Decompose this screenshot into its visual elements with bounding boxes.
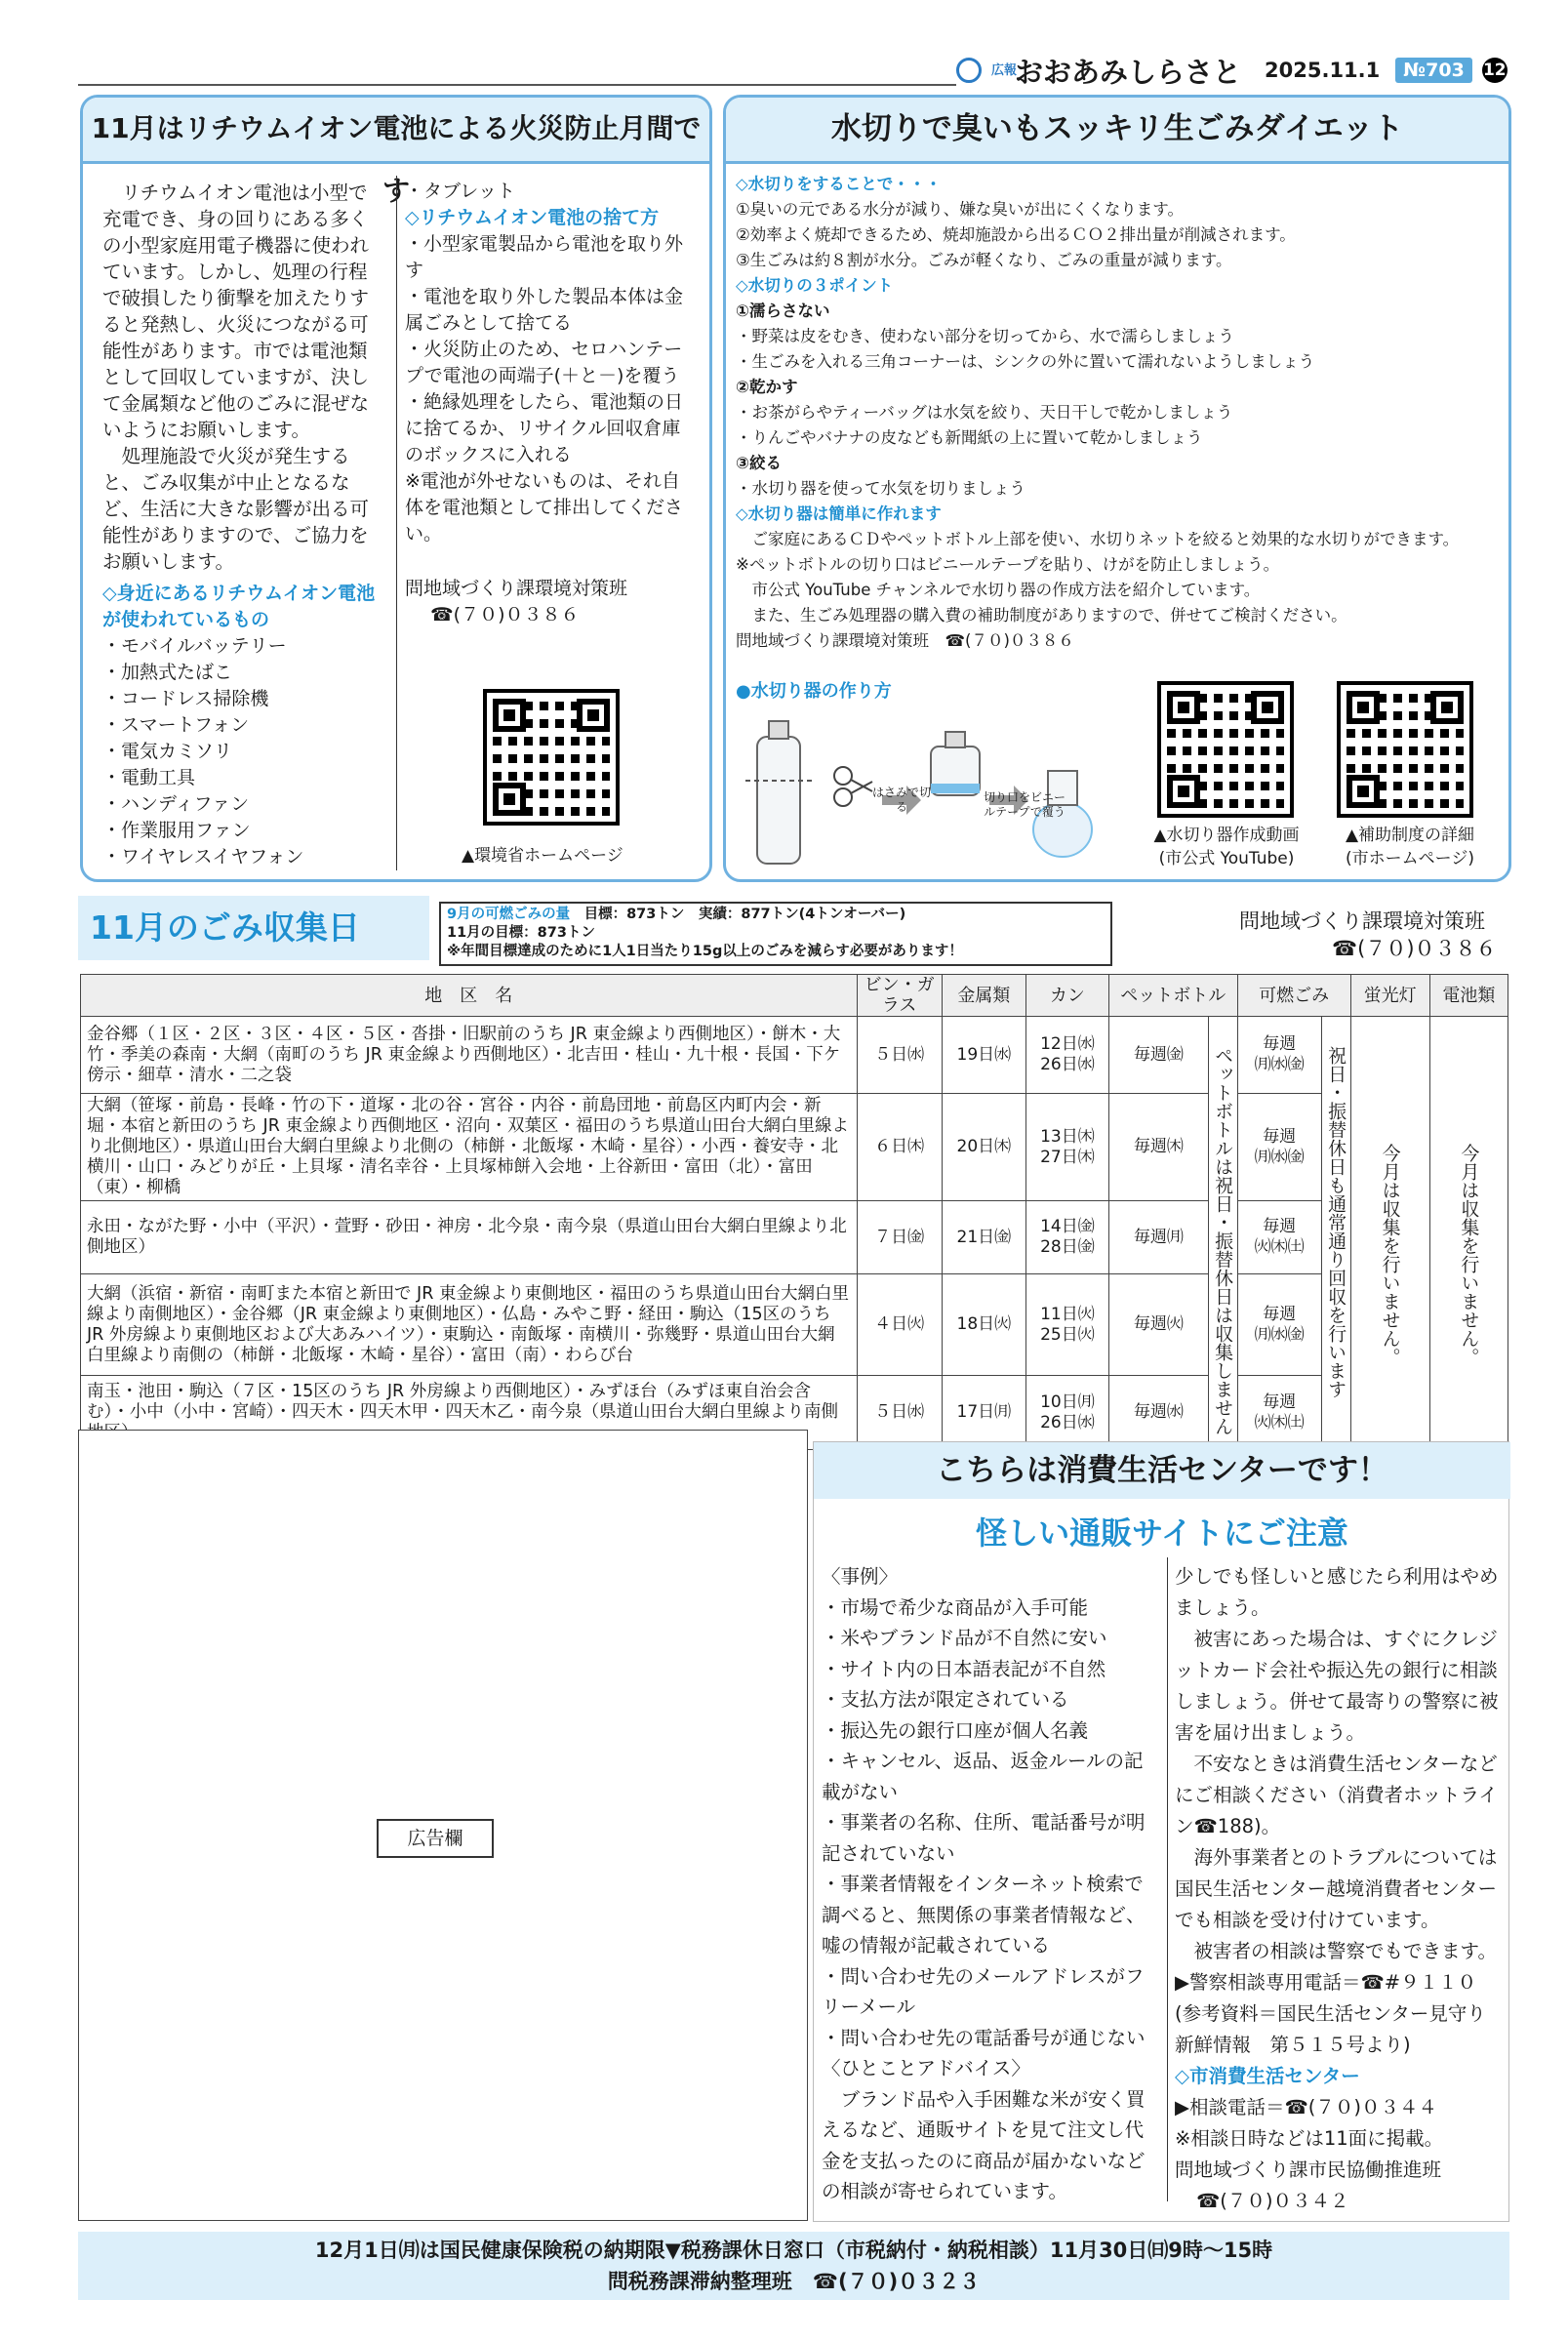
page-header: [956, 51, 1508, 90]
city-logo-icon: [956, 58, 982, 83]
step1-caption: はさみで切る: [871, 786, 931, 814]
battery-title: 11月はリチウムイオン電池による火災防止月間です: [83, 98, 709, 164]
schedule-title: 11月のごみ収集日: [78, 896, 429, 960]
consumer-panel: [813, 1441, 1509, 2222]
pr-label: 広報: [991, 62, 1018, 78]
table-row: 南玉・池田・駒込（７区・15区のうち JR 外房線より西側地区）・みずほ台（みずほ東自治会含む）・小中（小中・宮崎）・四天木・四天木甲・四天木乙・南今泉（県道山田台大網白里線より南側 ５日㈬ 17日㈪ 10日㈪ 26日㈬ 毎週㈬ 毎週 ㈫㈭㈯: [81, 1376, 1508, 1450]
battery-disposal-heading: ◇リチウムイオン電池の捨て方: [405, 207, 660, 228]
table-row: 大網（浜宿・新宿・南町また本宿と新田で JR 東金線より東側地区・福田のうち県道山田台大網白里線より南側地区）・金谷郷（JR 東金線より東側地区）・仏島・みやこ野・経田・駒込（15区のうち JR 外房線より東側地区および大あみハイツ）・東駒込・南飯塚・南横川・弥幾野・県道山田台大網白里線より南側の（柿餅・北飯塚・木崎・星谷）・富田（南）・わらび台 ４日㈫ 18日㈫ 11日㈫ 25日㈫ 毎週㈫ 毎週 ㈪㈬㈮: [81, 1274, 1508, 1376]
footer-line-1: 12月1日㈪は国民健康保険税の納期限▼税務課休日窓口（市税納付・納税相談）11月30日㈰9時～15時: [314, 2239, 1273, 2262]
table-row: 金谷郷（１区・２区・３区・４区・５区・沓掛・旧駅前のうち JR 東金線より西側地区）・餅木・大竹・季美の森南・大網（南町のうち JR 東金線より西側地区）・北吉田・桂山・九十根・長国・下ケ傍示・細草・清水・二之袋 ５日㈬ 19日㈬ 12日㈬ 26日㈬ 毎週㈮ ペットボトルは祝日・振替休日は収集しません 毎週 ㈪㈬㈮ 祝日・振替休日も通常通り回収を行います 今月は収集を行いません。 今月は収集を行いません。: [81, 1017, 1508, 1094]
step2-caption: 切り口をビニールテープで覆う: [983, 790, 1065, 819]
issue-number: №703: [1395, 58, 1472, 83]
youtube-qr[interactable]: [1157, 681, 1294, 818]
burn-holiday-note: 祝日・振替休日も通常通り回収を行います: [1325, 1046, 1347, 1398]
consumer-banner: こちらは消費生活センターです！: [814, 1442, 1510, 1499]
issue-date: 2025.11.1: [1265, 59, 1381, 82]
consumer-left-column: 〈事例〉 ・市場で希少な商品が入手可能 ・米やブランド品が不自然に安い ・サイト内の日本語表記が不自然 ・支払方法が限定されている ・振込先の銀行口座が個人名義 ・キャンセル、返品、返金ルールの記載がない ・事業者の名称、住所、電話番号が明記されていない ・事業者情報をインターネット検索で調べると、無関係の事業者情報など、嘘の情報が記載されている ・問い合わせ先のメールアドレスがフリーメール ・問い合わせ先の電話番号が通じない 〈ひとことアドバイス〉 ブランド品や入手困難な米が安く買えるなど、通販サイトを見て注文し代金を支払ったのに商品が届かないなどの相談が寄せられています。: [822, 1565, 1146, 2202]
qr1-caption: ▲水切り器作成動画 (市公式 YouTube): [1153, 826, 1300, 868]
battery-note: 今月は収集を行いません。: [1458, 1144, 1480, 1366]
battery-products-list: ・モバイルバッテリー ・加熱式たばこ ・コードレス掃除機 ・スマートフォン ・電気カミソリ ・電動工具 ・ハンディファン ・作業服用ファン ・ワイヤレスイヤフォン: [102, 635, 304, 867]
battery-contact: 問地域づくり課環境対策班: [405, 578, 628, 599]
env-ministry-qr[interactable]: [483, 689, 620, 826]
battery-panel: [80, 95, 712, 882]
bottle-icon: [757, 737, 800, 864]
header-rule: [78, 84, 956, 86]
table-row: 永田・ながた野・小中（平沢）・萱野・砂田・神房・北今泉・南今泉（県道山田台大網白里線より北側地区） ７日㈮ 21日㈮ 14日㈮ 28日㈮ 毎週㈪ 毎週 ㈫㈭㈯: [81, 1201, 1508, 1274]
battery-qr-caption: ▲環境省ホームページ: [462, 846, 623, 866]
schedule-contact: 問地域づくり課環境対策班: [1239, 909, 1485, 933]
garbage-diet-body: ◇水切りをすることで・・・ ①臭いの元である水分が減り、嫌な臭いが出にくくなります。 ②効率よく焼却できるため、焼却施設から出るＣＯ２排出量が削減されます。 ③生ごみは約８割が水分。ごみが軽くなり、ごみの重量が減ります。 ◇水切りの３ポイント ①濡らさない ・野菜は皮をむき、使わない部分を切ってから、水で濡らしましょう ・生ごみを入れる三角コーナーは、シンクの外に置いて濡れないようしましょう ②乾かす ・お茶がらやティーバッグは水気を絞り、天日干しで乾かしましょう ・りんごやバナナの皮なども新聞紙の上に置いて乾かしましょう ③絞る ・水切り器を使って水気を切りましょう ◇水切り器は簡単に作れます ご家庭にあるＣＤやペットボトル上部を使い、水切りネットを絞ると効果的な水切りができます。 ※ペットボトルの切り口はビニールテープを貼り、けがを防止しましょう。 市公式 YouTube チャンネルで水切り器の作成方法を紹介しています。 また、生ごみ処理器の購入費の補助制度がありますので、併せてご検討ください。 問地域づくり課環境対策班 ☎(７０)０３８６: [736, 175, 1460, 650]
ad-label: 広告欄: [377, 1819, 494, 1858]
battery-products-heading: ◇身近にあるリチウムイオン電池が使われているもの: [102, 583, 376, 630]
howto-title: ●水切り器の作り方: [736, 681, 892, 702]
column-divider: [1167, 1557, 1168, 2201]
qr2-caption: ▲補助制度の詳細 (市ホームページ): [1345, 826, 1475, 868]
garbage-diet-title: 水切りで臭いもスッキリ生ごみダイエット: [726, 98, 1508, 164]
battery-disposal-text: ・小型家電製品から電池を取り外す ・電池を取り外した製品本体は金属ごみとして捨てる ・火災防止のため、セロハンテープで電池の両端子(＋と－)を覆う ・絶縁処理をしたら、電池類の日に捨てるか、リサイクル回収倉庫のボックスに入れる ※電池が外せないものは、それ自体を電池類として排出してください。: [405, 233, 684, 545]
column-divider: [396, 176, 397, 870]
footer-line-2: 問税務課滞納整理班 ☎(７０)０３２３: [607, 2270, 981, 2293]
battery-product-tablet: ・タブレット: [405, 181, 516, 202]
fluorescent-note: 今月は収集を行いません。: [1379, 1144, 1401, 1366]
tax-footer: [78, 2232, 1509, 2300]
schedule-tel: ☎(７０)０３８６: [1332, 937, 1497, 960]
ad-area[interactable]: [78, 1430, 808, 2221]
collection-schedule-table: [80, 974, 1508, 1450]
schedule-note: 9月の可燃ごみの量 目標：873トン 実績：877トン(4トンオーバー) 11月の目標：873トン ※年間目標達成のために1人1日当たり15g以上のごみを減らす必要があります！: [439, 902, 1112, 966]
page-number: 12: [1482, 58, 1508, 83]
consumer-right-column: 少しでも怪しいと感じたら利用はやめましょう。 被害にあった場合は、すぐにクレジットカード会社や振込先の銀行に相談しましょう。併せて最寄りの警察に被害を届け出ましょう。 不安なときは消費生活センターなどにご相談ください（消費者ホットライン☎188)。 海外事業者とのトラブルについては国民生活センター越境消費者センターでも相談を受け付けています。 被害者の相談は警察でもできます。 ▶警察相談専用電話＝☎#９１１０ (参考資料＝国民生活センター見守り新鮮情報 第５１５号より) ◇市消費生活センター ▶相談電話＝☎(７０)０３４４ ※相談日時などは11面に掲載。 問地域づくり課市民協働推進班 ☎(７０)０３４２: [1175, 1565, 1499, 2212]
pet-holiday-note: ペットボトルは祝日・振替休日は収集しません: [1212, 1046, 1234, 1435]
garbage-diet-panel: [723, 95, 1511, 882]
table-row: 大網（笹塚・前島・長峰・竹の下・道塚・北の谷・宮谷・内谷・前島団地・前島区内町内会・新堀・本宿と新田のうち JR 東金線より西側地区・沼向・双葉区・福田のうち県道山田台大網白里線より北側地区）・県道山田台大網白里線より北側の（柿餅・北飯塚・木崎・星谷）・小西・養安寺・北横川・山口・みどりが丘・上貝塚・清名幸谷・上貝塚柿餅入会地・上谷新田・富田（北）・富田（東）・柳橋 ６日㈭ 20日㈭ 13日㈭ 27日㈭ 毎週㈭ 毎週 ㈪㈬㈮: [81, 1094, 1508, 1201]
battery-tel: ☎(７０)０３８６: [430, 604, 580, 625]
scissors-icon: [834, 767, 852, 785]
table-header-row: 地 区 名 ビン・ガラス 金属類 カン ペットボトル 可燃ごみ 蛍光灯 電池類: [81, 975, 1508, 1017]
newsletter-name: おおあみしらさと: [1015, 55, 1242, 89]
battery-intro: リチウムイオン電池は小型で充電でき、身の回りにある多くの小型家庭用電子機器に使われています。しかし、処理の行程で破損したり衝撃を加えたりすると発熱し、火災につながる可能性があります。市では電池類として回収していますが、決して金属類など他のごみに混ぜないようにお願いします。 処理施設で火災が発生すると、ごみ収集が中止となるなど、生活に大きな影響が出る可能性がありますので、ご協力をお願いします。: [102, 182, 370, 573]
consumer-title: 怪しい通販サイトにご注意: [976, 1514, 1348, 1552]
subsidy-qr[interactable]: [1337, 681, 1473, 818]
